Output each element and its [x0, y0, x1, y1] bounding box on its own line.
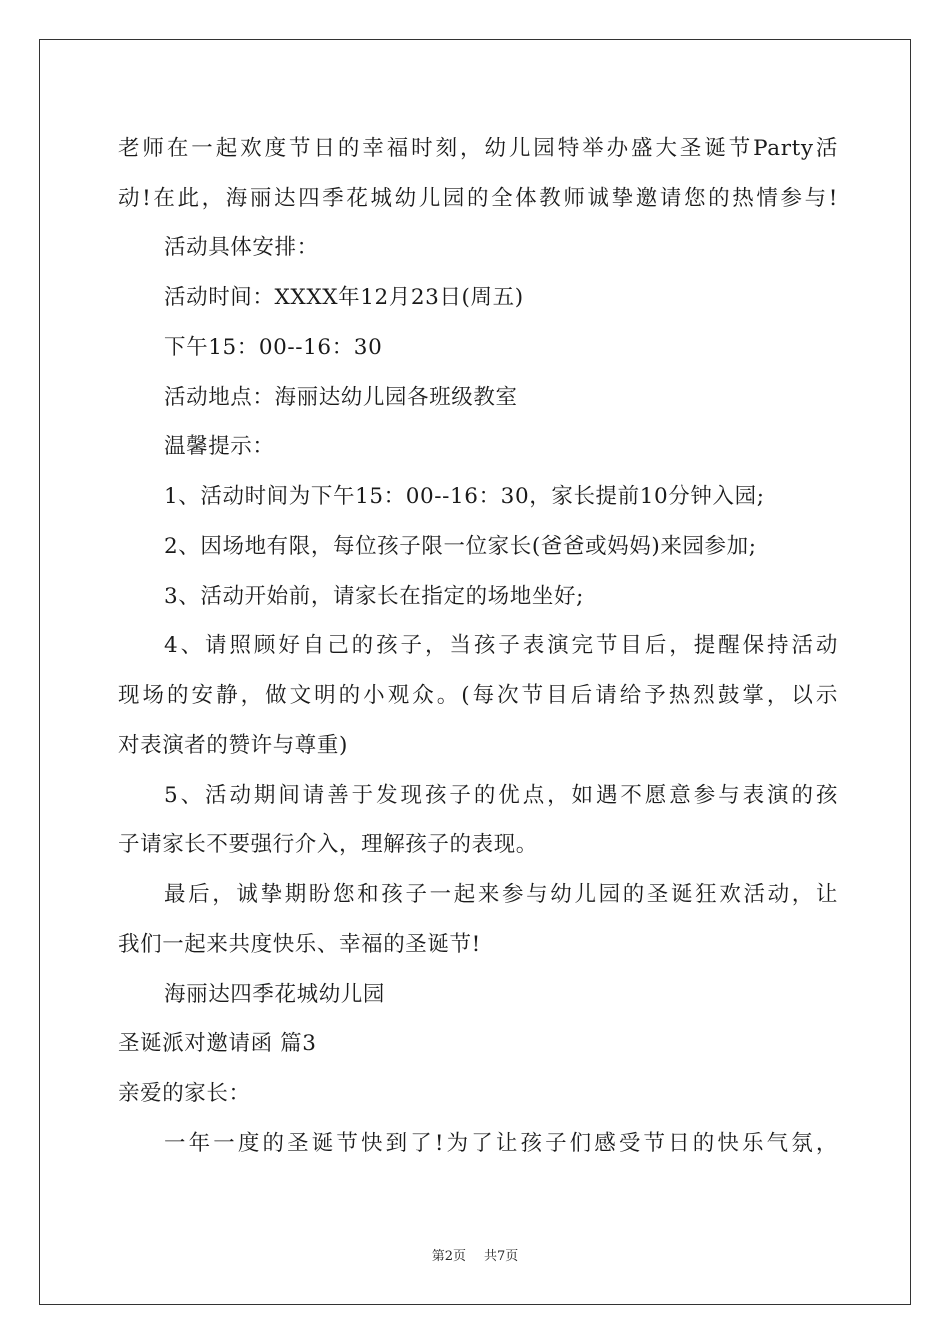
- tip-5-line-2: 子请家长不要强行介入，理解孩子的表现。: [118, 832, 538, 857]
- schedule-heading: 活动具体安排：: [164, 235, 319, 260]
- tip-4-line-3: 对表演者的赞许与尊重): [118, 733, 348, 758]
- event-location: 活动地点：海丽达幼儿园各班级教室: [164, 385, 518, 410]
- page-total: 共7页: [484, 1249, 519, 1264]
- page-frame: [39, 39, 911, 1305]
- tips-heading: 温馨提示：: [164, 434, 275, 459]
- tip-4-line-1: 4、请照顾好自己的孩子，当孩子表演完节目后，提醒保持活动: [164, 633, 838, 658]
- section-title: 圣诞派对邀请函 篇3: [118, 1031, 317, 1056]
- closing-line-2: 我们一起来共度快乐、幸福的圣诞节!: [118, 932, 481, 957]
- page-number: 第2页: [431, 1249, 466, 1264]
- tip-1: 1、活动时间为下午15：00--16：30，家长提前10分钟入园;: [164, 484, 765, 509]
- tip-5-line-1: 5、活动期间请善于发现孩子的优点，如遇不愿意参与表演的孩: [164, 783, 838, 808]
- tip-3: 3、活动开始前，请家长在指定的场地坐好;: [164, 584, 584, 609]
- signature: 海丽达四季花城幼儿园: [164, 982, 386, 1007]
- tip-4-line-2: 现场的安静，做文明的小观众。(每次节目后请给予热烈鼓掌，以示: [118, 683, 838, 708]
- page-footer: [0, 1248, 950, 1266]
- event-date: 活动时间：XXXX年12月23日(周五): [164, 285, 524, 310]
- salutation: 亲爱的家长：: [118, 1081, 251, 1106]
- event-time: 下午15：00--16：30: [164, 335, 383, 360]
- body-line-2: 动!在此，海丽达四季花城幼儿园的全体教师诚挚邀请您的热情参与!: [118, 186, 838, 211]
- tip-2: 2、因场地有限，每位孩子限一位家长(爸爸或妈妈)来园参加;: [164, 534, 757, 559]
- closing-line-1: 最后，诚挚期盼您和孩子一起来参与幼儿园的圣诞狂欢活动，让: [164, 882, 838, 907]
- body-line-1: 老师在一起欢度节日的幸福时刻，幼儿园特举办盛大圣诞节Party活: [118, 136, 838, 161]
- body-line-last: 一年一度的圣诞节快到了!为了让孩子们感受节日的快乐气氛，: [164, 1131, 838, 1156]
